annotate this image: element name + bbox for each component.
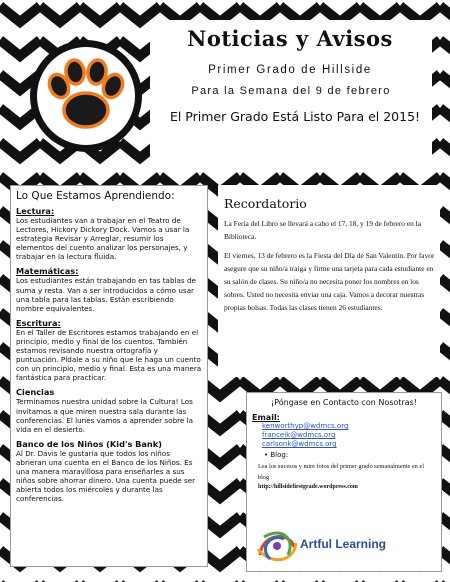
kids-bank-heading: Banco de los Niños (Kid's Bank): [16, 438, 162, 449]
reminder-paragraph: El viernes, 13 de febrero es la Fiesta del Día de San Valentín. Por favor asegure que su niño/a traiga y firme una tarjeta para cada estudiante en su salón de clases. Su niño/a no necesita poner los nombres en los sobres. Usted no necesita enviar una caja. Vamos a decorar nuestras propias bolsas. Todas las clases tienen 26 estudiantes.: [224, 251, 435, 312]
learning-section: [16, 190, 202, 508]
math-heading: Matemáticas:: [16, 266, 79, 277]
subtitle-week: Para la Semana del 9 de febrero: [191, 85, 391, 97]
reminder-paragraph: La Feria del Libro se llevará a cabo el 17, 18, y 19 de febrero en la Biblioteca.: [224, 219, 421, 241]
math-text: Los estudiantes están trabajando en tas tablas de suma y resta. Van a ser introducidos a cómo usar una tabla para las tablas. Están escribiendo nombre equivalentes.: [16, 276, 196, 313]
reminder-section: [224, 196, 436, 320]
email-link[interactable]: kenworthyp@wdmcs.org: [262, 422, 349, 430]
writing-text: En el Taller de Escritores estamos trabajando en el principio, medio y final de los cuentos. También estamos revisando nuestra ortografía y puntuación. Pídale a su niño que le haga un cuento con un principio, medio y final. Esta es una manera fantástica para practicar.: [16, 327, 202, 383]
blog-text: Lea los sucesos y mire fotos del primer grado semanalmente en el blog: [258, 463, 424, 481]
blog-label: • Blog:: [264, 451, 289, 459]
ready-headline: El Primer Grado Está Listo Para el 2015!: [169, 109, 421, 124]
blog-url-link[interactable]: http://hillsidefirstgrade.wordpress.com: [258, 484, 358, 490]
science-text: Terminamos nuestra unidad sobre la Cultura! Los invitamos a que miren nuestra sala durante las conferencias. El lunes vamos a aprender sobre la vida en el desierto.: [16, 397, 194, 434]
email-link[interactable]: franceik@wdmcs.org: [262, 431, 336, 439]
kids-bank-text: Al Dr. Davis le gustaría que todos los niños abrieran una cuenta en el Banco de los Niños. Es una manera maravillosa para enseñarles a sus niños sobre ahorrar dinero. Una cuenta puede ser abierta todos los miércoles y durante las conferencias.: [16, 448, 196, 504]
science-heading: Ciencias: [16, 387, 55, 398]
reading-heading: Lectura:: [16, 206, 55, 216]
writing-heading: Escritura:: [16, 317, 61, 328]
contact-title: ¡Póngase en Contacto con Nosotras!: [271, 398, 417, 407]
reading-text: Los estudiantes van a trabajar en el Teatro de Lectores, Hickory Dickory Dock. Vamos a usar la estrategia Revisar y Arreglar, resumir los elementos del cuento analizar los personajes, y trabajar en la lectura fluida.: [16, 216, 190, 262]
reminder-heading: Recordatorio: [224, 196, 307, 211]
contact-section: [252, 398, 436, 490]
page-title: Noticias y Avisos: [187, 26, 393, 51]
subtitle-grade: Primer Grado de Hillside: [208, 64, 372, 76]
blog-label-text: Blog:: [270, 451, 289, 459]
email-label: Email:: [252, 413, 280, 422]
learning-heading: Lo Que Estamos Aprendiendo:: [16, 190, 175, 202]
email-link[interactable]: carlsonk@wdmcs.org: [262, 440, 337, 448]
artful-learning-name: Artful Learning: [300, 537, 386, 551]
paw-print-icon: [28, 38, 144, 154]
